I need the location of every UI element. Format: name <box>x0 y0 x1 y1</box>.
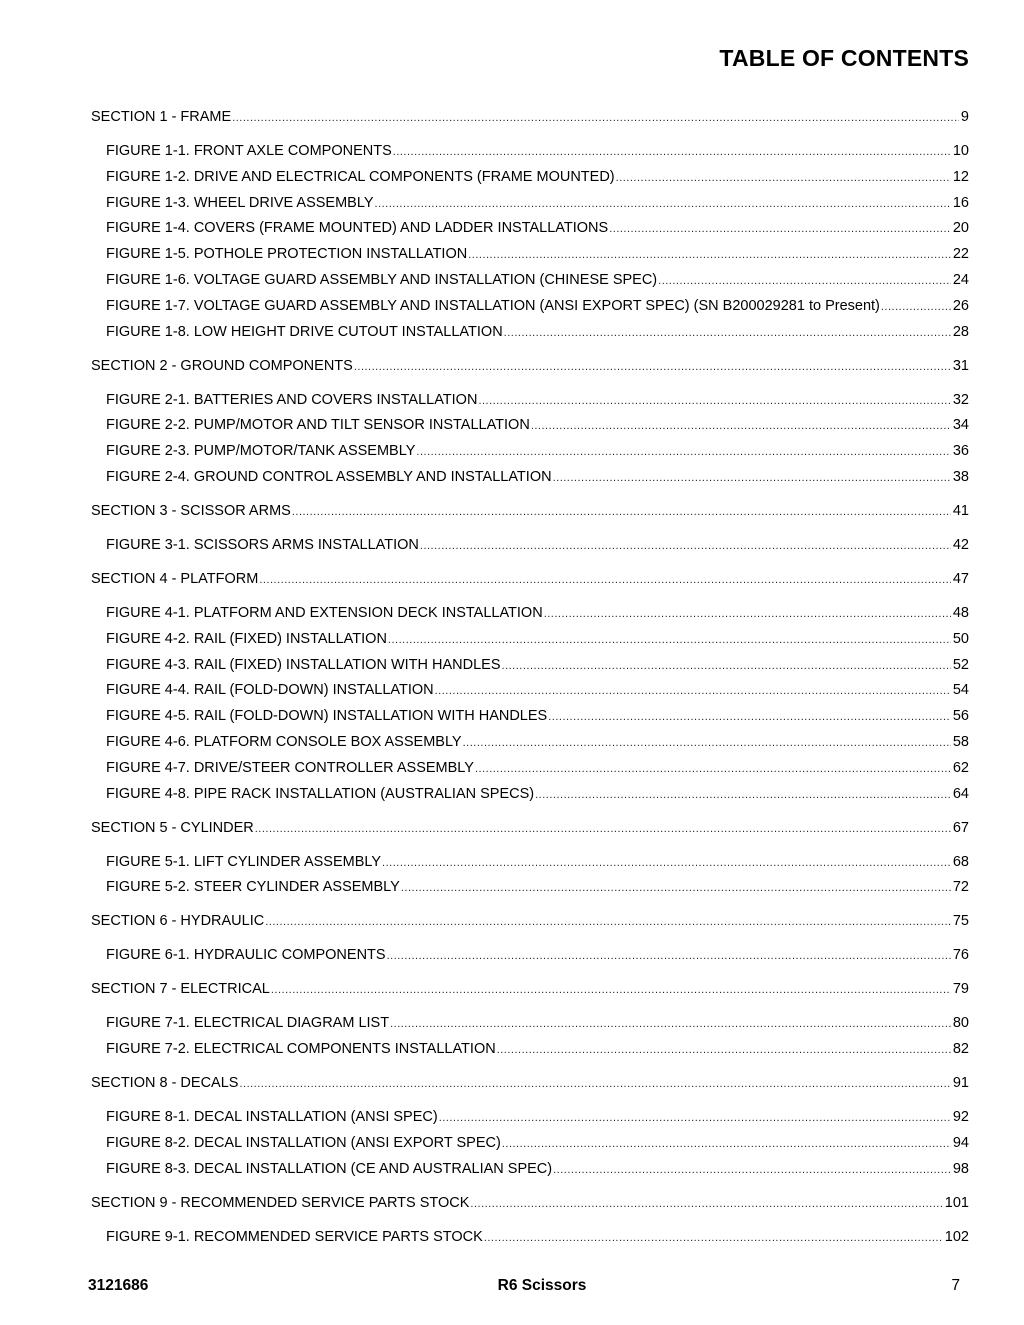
dot-leader <box>387 947 951 965</box>
toc-entry-label: FIGURE 1-8. LOW HEIGHT DRIVE CUTOUT INSTALLATION <box>106 324 503 340</box>
toc-section-entry[interactable] <box>91 357 969 376</box>
toc-figure-entry[interactable] <box>106 1134 969 1153</box>
dot-leader <box>658 272 951 290</box>
dot-leader <box>548 708 951 726</box>
toc-entry-page-number: 16 <box>952 195 969 211</box>
dot-leader <box>616 169 951 187</box>
dot-leader <box>535 786 951 804</box>
dot-leader <box>470 1195 942 1213</box>
toc-entry-page-number: 94 <box>952 1135 969 1151</box>
toc-figure-entry[interactable] <box>106 168 969 187</box>
toc-entry-page-number: 56 <box>952 708 969 724</box>
toc-entry-label: FIGURE 4-6. PLATFORM CONSOLE BOX ASSEMBLY <box>106 734 462 750</box>
toc-figure-entry[interactable] <box>106 219 969 238</box>
toc-entry-label: SECTION 6 - HYDRAULIC <box>91 913 265 929</box>
dot-leader <box>497 1041 951 1059</box>
toc-entry-label: FIGURE 4-5. RAIL (FOLD-DOWN) INSTALLATION WITH HANDLES <box>106 708 548 724</box>
toc-figure-entry[interactable] <box>106 853 969 872</box>
dot-leader <box>259 571 951 589</box>
toc-entry-page-number: 80 <box>952 1015 969 1031</box>
toc-figure-entry[interactable] <box>106 1014 969 1033</box>
toc-entry-label: FIGURE 1-6. VOLTAGE GUARD ASSEMBLY AND INSTALLATION (CHINESE SPEC) <box>106 272 658 288</box>
dot-leader <box>463 734 951 752</box>
toc-entry-page-number: 32 <box>952 392 969 408</box>
dot-leader <box>271 981 951 999</box>
toc-entry-page-number: 68 <box>952 854 969 870</box>
toc-figure-entry[interactable] <box>106 271 969 290</box>
toc-figure-entry[interactable] <box>106 946 969 965</box>
toc-entry-label: FIGURE 4-2. RAIL (FIXED) INSTALLATION <box>106 631 387 647</box>
toc-entry-label: FIGURE 2-3. PUMP/MOTOR/TANK ASSEMBLY <box>106 443 416 459</box>
toc-entry-label: FIGURE 5-1. LIFT CYLINDER ASSEMBLY <box>106 854 382 870</box>
footer-model: R6 Scissors <box>497 1277 587 1294</box>
dot-leader <box>504 324 951 342</box>
toc-figure-entry[interactable] <box>106 416 969 435</box>
dot-leader <box>544 605 951 623</box>
dot-leader <box>435 682 951 700</box>
toc-section-entry[interactable] <box>91 570 969 589</box>
toc-entry-page-number: 101 <box>944 1195 969 1211</box>
toc-entry-label: FIGURE 1-4. COVERS (FRAME MOUNTED) AND LADDER INSTALLATIONS <box>106 220 609 236</box>
dot-leader <box>390 1015 951 1033</box>
toc-figure-entry[interactable] <box>106 1108 969 1127</box>
dot-leader <box>468 246 951 264</box>
toc-entry-page-number: 9 <box>960 109 969 125</box>
dot-leader <box>375 195 951 213</box>
dot-leader <box>265 913 951 931</box>
toc-figure-entry[interactable] <box>106 785 969 804</box>
toc-entry-page-number: 24 <box>952 272 969 288</box>
footer-page-number: 7 <box>951 1277 960 1294</box>
toc-entry-label: FIGURE 2-1. BATTERIES AND COVERS INSTALLATION <box>106 392 478 408</box>
toc-figure-entry[interactable] <box>106 1040 969 1059</box>
toc-entry-label: FIGURE 8-3. DECAL INSTALLATION (CE AND AUSTRALIAN SPEC) <box>106 1161 553 1177</box>
toc-entry-label: FIGURE 1-1. FRONT AXLE COMPONENTS <box>106 143 392 159</box>
toc-entry-page-number: 10 <box>952 143 969 159</box>
dot-leader <box>393 143 951 161</box>
page-title: TABLE OF CONTENTS <box>719 45 969 71</box>
toc-section-entry[interactable] <box>91 819 969 838</box>
toc-entry-label: FIGURE 5-2. STEER CYLINDER ASSEMBLY <box>106 879 400 895</box>
toc-figure-entry[interactable] <box>106 245 969 264</box>
toc-figure-entry[interactable] <box>106 468 969 487</box>
toc-entry-page-number: 62 <box>952 760 969 776</box>
toc-entry-label: FIGURE 2-4. GROUND CONTROL ASSEMBLY AND INSTALLATION <box>106 469 552 485</box>
dot-leader <box>502 657 951 675</box>
toc-entry-label: FIGURE 4-7. DRIVE/STEER CONTROLLER ASSEMBLY <box>106 760 474 776</box>
toc-figure-entry[interactable] <box>106 630 969 649</box>
toc-entry-page-number: 67 <box>952 820 969 836</box>
toc-entry-page-number: 82 <box>952 1041 969 1057</box>
toc-entry-label: FIGURE 4-8. PIPE RACK INSTALLATION (AUSTRALIAN SPECS) <box>106 786 535 802</box>
toc-entry-page-number: 91 <box>952 1075 969 1091</box>
toc-entry-label: FIGURE 3-1. SCISSORS ARMS INSTALLATION <box>106 537 419 553</box>
dot-leader <box>420 537 951 555</box>
toc-entry-label: SECTION 8 - DECALS <box>91 1075 239 1091</box>
toc-entry-label: FIGURE 4-3. RAIL (FIXED) INSTALLATION WITH HANDLES <box>106 657 501 673</box>
toc-entry-label: FIGURE 4-1. PLATFORM AND EXTENSION DECK INSTALLATION <box>106 605 543 621</box>
toc-section-entry[interactable] <box>91 980 969 999</box>
dot-leader <box>292 503 951 521</box>
dot-leader <box>255 820 951 838</box>
toc-entry-page-number: 41 <box>952 503 969 519</box>
dot-leader <box>484 1229 943 1247</box>
toc-entry-page-number: 20 <box>952 220 969 236</box>
toc-figure-entry[interactable] <box>106 656 969 675</box>
toc-entry-page-number: 98 <box>952 1161 969 1177</box>
page-footer <box>0 1277 1024 1297</box>
toc-entry-page-number: 26 <box>952 298 969 314</box>
toc-entry-page-number: 12 <box>952 169 969 185</box>
toc-entry-label: FIGURE 8-2. DECAL INSTALLATION (ANSI EXPORT SPEC) <box>106 1135 501 1151</box>
toc-entry-page-number: 79 <box>952 981 969 997</box>
toc-entry-page-number: 54 <box>952 682 969 698</box>
toc-entry-label: SECTION 1 - FRAME <box>91 109 232 125</box>
toc-figure-entry[interactable] <box>106 604 969 623</box>
dot-leader <box>416 443 950 461</box>
toc-section-entry[interactable] <box>91 1074 969 1093</box>
dot-leader <box>239 1075 950 1093</box>
dot-leader <box>232 109 959 127</box>
toc-entry-label: SECTION 2 - GROUND COMPONENTS <box>91 358 353 374</box>
toc-entry-page-number: 48 <box>952 605 969 621</box>
toc-entry-page-number: 52 <box>952 657 969 673</box>
toc-figure-entry[interactable] <box>106 707 969 726</box>
toc-entry-page-number: 64 <box>952 786 969 802</box>
toc-figure-entry[interactable] <box>106 681 969 700</box>
toc-figure-entry[interactable] <box>106 1160 969 1179</box>
toc-section-entry[interactable] <box>91 502 969 521</box>
toc-entry-page-number: 42 <box>952 537 969 553</box>
dot-leader <box>553 1161 951 1179</box>
toc-entry-label: FIGURE 1-2. DRIVE AND ELECTRICAL COMPONENTS (FRAME MOUNTED) <box>106 169 615 185</box>
toc-figure-entry[interactable] <box>106 733 969 752</box>
toc-entry-label: SECTION 9 - RECOMMENDED SERVICE PARTS STOCK <box>91 1195 470 1211</box>
toc-section-entry[interactable] <box>91 1194 969 1213</box>
toc-entry-page-number: 36 <box>952 443 969 459</box>
toc-entry-label: FIGURE 4-4. RAIL (FOLD-DOWN) INSTALLATION <box>106 682 434 698</box>
toc-entry-page-number: 31 <box>952 358 969 374</box>
toc-figure-entry[interactable] <box>106 391 969 410</box>
toc-entry-page-number: 28 <box>952 324 969 340</box>
toc-entry-page-number: 72 <box>952 879 969 895</box>
toc-figure-entry[interactable] <box>106 297 969 316</box>
toc-figure-entry[interactable] <box>106 142 969 161</box>
dot-leader <box>553 469 951 487</box>
toc-figure-entry[interactable] <box>106 442 969 461</box>
dot-leader <box>531 417 951 435</box>
toc-figure-entry[interactable] <box>106 759 969 778</box>
toc-figure-entry[interactable] <box>106 1228 969 1247</box>
toc-entry-label: FIGURE 1-7. VOLTAGE GUARD ASSEMBLY AND INSTALLATION (ANSI EXPORT SPEC) (SN B200029281 to Present) <box>106 298 880 314</box>
toc-figure-entry[interactable] <box>106 194 969 213</box>
toc-entry-page-number: 76 <box>952 947 969 963</box>
toc-entry-page-number: 34 <box>952 417 969 433</box>
toc-entry-label: FIGURE 2-2. PUMP/MOTOR AND TILT SENSOR INSTALLATION <box>106 417 530 433</box>
toc-figure-entry[interactable] <box>106 878 969 897</box>
dot-leader <box>478 392 950 410</box>
toc-entry-label: SECTION 7 - ELECTRICAL <box>91 981 270 997</box>
footer-doc-number: 3121686 <box>88 1277 149 1294</box>
dot-leader <box>502 1135 951 1153</box>
toc-entry-label: FIGURE 1-3. WHEEL DRIVE ASSEMBLY <box>106 195 374 211</box>
toc-entry-label: FIGURE 7-2. ELECTRICAL COMPONENTS INSTALLATION <box>106 1041 496 1057</box>
toc-entry-page-number: 38 <box>952 469 969 485</box>
toc-entry-page-number: 22 <box>952 246 969 262</box>
toc-entry-label: FIGURE 9-1. RECOMMENDED SERVICE PARTS STOCK <box>106 1229 483 1245</box>
toc-entry-page-number: 47 <box>952 571 969 587</box>
dot-leader <box>382 854 951 872</box>
toc-entry-page-number: 102 <box>944 1229 969 1245</box>
dot-leader <box>388 631 951 649</box>
toc-entry-label: SECTION 3 - SCISSOR ARMS <box>91 503 291 519</box>
toc-entry-page-number: 50 <box>952 631 969 647</box>
toc-entry-label: FIGURE 7-1. ELECTRICAL DIAGRAM LIST <box>106 1015 390 1031</box>
toc-entry-label: FIGURE 1-5. POTHOLE PROTECTION INSTALLATION <box>106 246 468 262</box>
toc-entry-page-number: 92 <box>952 1109 969 1125</box>
toc-figure-entry[interactable] <box>106 323 969 342</box>
dot-leader <box>475 760 951 778</box>
dot-leader <box>401 879 951 897</box>
dot-leader <box>354 358 951 376</box>
dot-leader <box>881 298 951 316</box>
toc-entry-label: SECTION 4 - PLATFORM <box>91 571 259 587</box>
toc-figure-entry[interactable] <box>106 536 969 555</box>
toc-entry-label: FIGURE 8-1. DECAL INSTALLATION (ANSI SPEC) <box>106 1109 438 1125</box>
toc-entry-label: FIGURE 6-1. HYDRAULIC COMPONENTS <box>106 947 386 963</box>
dot-leader <box>439 1109 951 1127</box>
toc-section-entry[interactable] <box>91 912 969 931</box>
toc-entry-page-number: 58 <box>952 734 969 750</box>
toc-section-entry[interactable] <box>91 108 969 127</box>
dot-leader <box>609 220 951 238</box>
toc-entry-label: SECTION 5 - CYLINDER <box>91 820 254 836</box>
toc-entry-page-number: 75 <box>952 913 969 929</box>
